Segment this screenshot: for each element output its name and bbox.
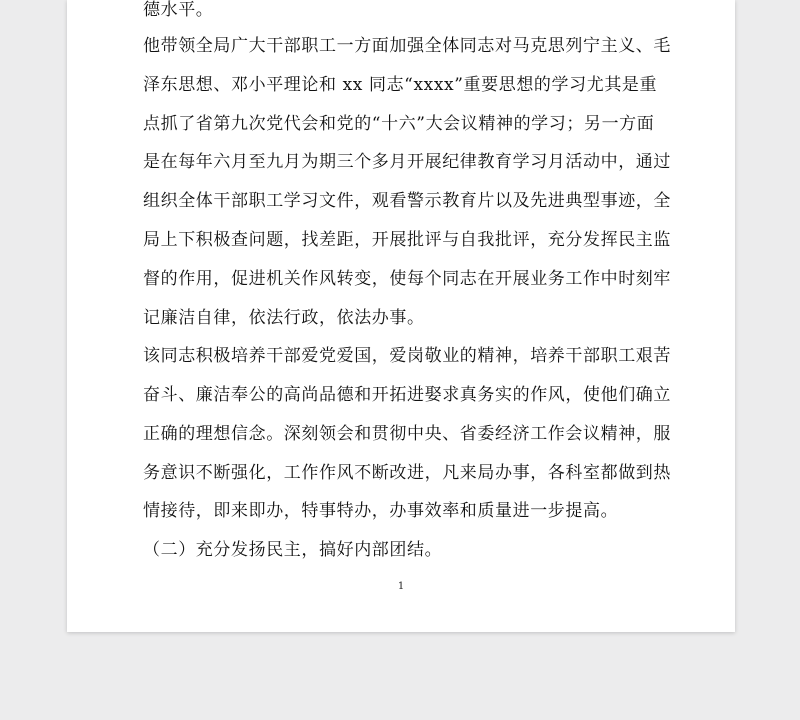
text-line: 点抓了省第九次党代会和党的“十六”大会议精神的学习；另一方面	[143, 114, 655, 134]
text-line: 泽东思想、邓小平理论和 xx 同志“xxxx”重要思想的学习尤其是重	[143, 75, 658, 95]
text-line: 务意识不断强化，工作作风不断改进，凡来局办事，各科室都做到热	[143, 463, 671, 483]
text-line: 情接待，即来即办，特事特办，办事效率和质量进一步提高。	[143, 501, 619, 521]
document-page	[67, 0, 735, 632]
text-line: 组织全体干部职工学习文件，观看警示教育片以及先进典型事迹，全	[143, 191, 671, 211]
section-heading: （二）充分发扬民主，搞好内部团结。	[143, 540, 443, 560]
text-line: 记廉洁自律，依法行政，依法办事。	[143, 308, 425, 328]
text-line: 他带领全局广大干部职工一方面加强全体同志对马克思列宁主义、毛	[143, 36, 671, 56]
text-line: 局上下积极查问题，找差距，开展批评与自我批评，充分发挥民主监	[143, 230, 671, 250]
text-line: 督的作用，促进机关作风转变，使每个同志在开展业务工作中时刻牢	[143, 269, 671, 289]
page-number: 1	[397, 581, 405, 592]
text-line: 正确的理想信念。深刻领会和贯彻中央、省委经济工作会议精神，服	[143, 424, 671, 444]
text-line: 德水平。	[143, 0, 214, 20]
text-line: 奋斗、廉洁奉公的高尚品德和开拓进娶求真务实的作风，使他们确立	[143, 385, 671, 405]
text-line: 该同志积极培养干部爱党爱国，爱岗敬业的精神，培养干部职工艰苦	[143, 346, 671, 366]
text-line: 是在每年六月至九月为期三个多月开展纪律教育学习月活动中，通过	[143, 152, 671, 172]
